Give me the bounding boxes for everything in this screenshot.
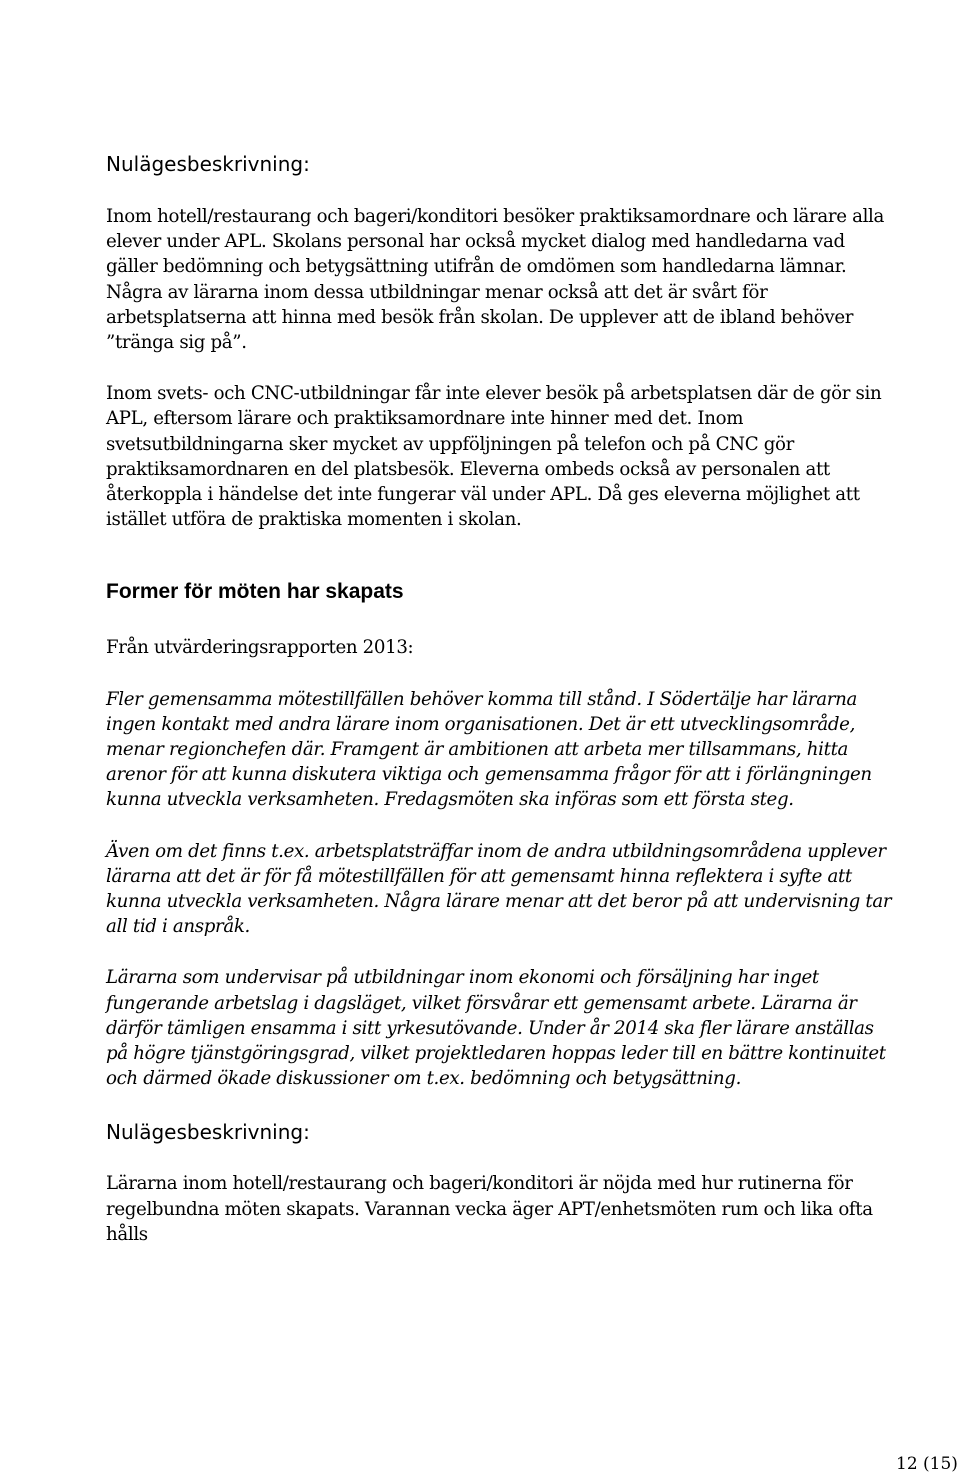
header-org-line-1: KOMMUNFÖRBUNDET <box>6 6 222 28</box>
status-paragraph-1: Inom hotell/restaurang och bageri/konditori besöker praktiksamordnare och lärare alla elever under APL. Skolans personal har också mycket dialog med handledarna vad gäller bedömning och betygsättning utifrån de omdömen som handledarna lämnar. Några av lärarna inom dessa utbildningar menar också att det är svårt för arbetsplatserna att hinna med besök från skolan. De upplever att de ibland behöver ”tränga sig på”. <box>106 206 884 354</box>
status-paragraph-3: Lärarna inom hotell/restaurang och bageri/konditori är nöjda med hur rutinerna för regelbundna möten skapats. Varannan vecka äger APT/enhetsmöten rum och lika ofta hålls <box>106 1173 873 1245</box>
evaluation-source-label: Från utvärderingsrapporten 2013: <box>106 637 414 659</box>
header-report-info <box>554 4 796 56</box>
header-report-type: UPPFÖLJNINGSRAPPORT <box>554 6 797 28</box>
section-heading: Former för möten har skapats <box>106 580 404 604</box>
evaluation-quote-3: Lärarna som undervisar på utbildningar inom ekonomi och försäljning har inget fungerande arbetslag i dagsläget, vilket försvårar ett gemensamt arbete. Lärarna är därför tämligen ensamma i sitt yrkesutövande. Under år 2014 ska fler lärare anställas på högre tjänstgöringsgrad, vilket projektledaren hoppas leder till en bättre kontinuitet och därmed ökade diskussioner om t.ex. bedömning och betygsättning. <box>106 967 886 1090</box>
document-body <box>106 150 896 1247</box>
status-paragraph-2: Inom svets- och CNC-utbildningar får inte elever besök på arbetsplatsen där de gör sin APL, eftersom lärare och praktiksamordnare inte hinner med det. Inom svetsutbildningarna sker mycket av uppföljningen på telefon och på CNC gör praktiksamordnaren en del platsbesök. Eleverna ombeds också av personalen att återkoppla i händelse det inte fungerar väl under APL. Då ges eleverna möjlighet att istället utföra de praktiska momenten i skolan. <box>106 383 882 531</box>
evaluation-quote-1: Fler gemensamma mötestillfällen behöver komma till stånd. I Södertälje har lärarna ingen kontakt med andra lärare inom organisationen. Det är ett utvecklingsområde, menar regionchefen där. Framgent är ambitionen att arbeta mer tillsammans, hitta arenor för att kunna diskutera viktiga och gemensamma frågor för att i förlängningen kunna utveckla verksamheten. Fredagsmöten ska införas som ett första steg. <box>106 688 872 811</box>
header-date: 2015-02-23 <box>554 32 648 54</box>
status-label-2: Nulägesbeskrivning: <box>106 1120 310 1145</box>
header-org-line-2: STOCKHOLMS LÄN <box>6 32 187 54</box>
header-organization <box>6 4 222 56</box>
page-number: 12 (15) <box>896 1454 958 1474</box>
page-header <box>6 4 954 64</box>
status-label: Nulägesbeskrivning: <box>106 152 310 176</box>
evaluation-quote-2: Även om det finns t.ex. arbetsplatsträffar inom de andra utbildningsområdena upplever lärarna att det är för få mötestillfällen för att gemensamt hinna reflektera i syfte att kunna utveckla verksamheten. Några lärare menar att det beror på att undervisning tar all tid i anspråk. <box>106 840 892 938</box>
